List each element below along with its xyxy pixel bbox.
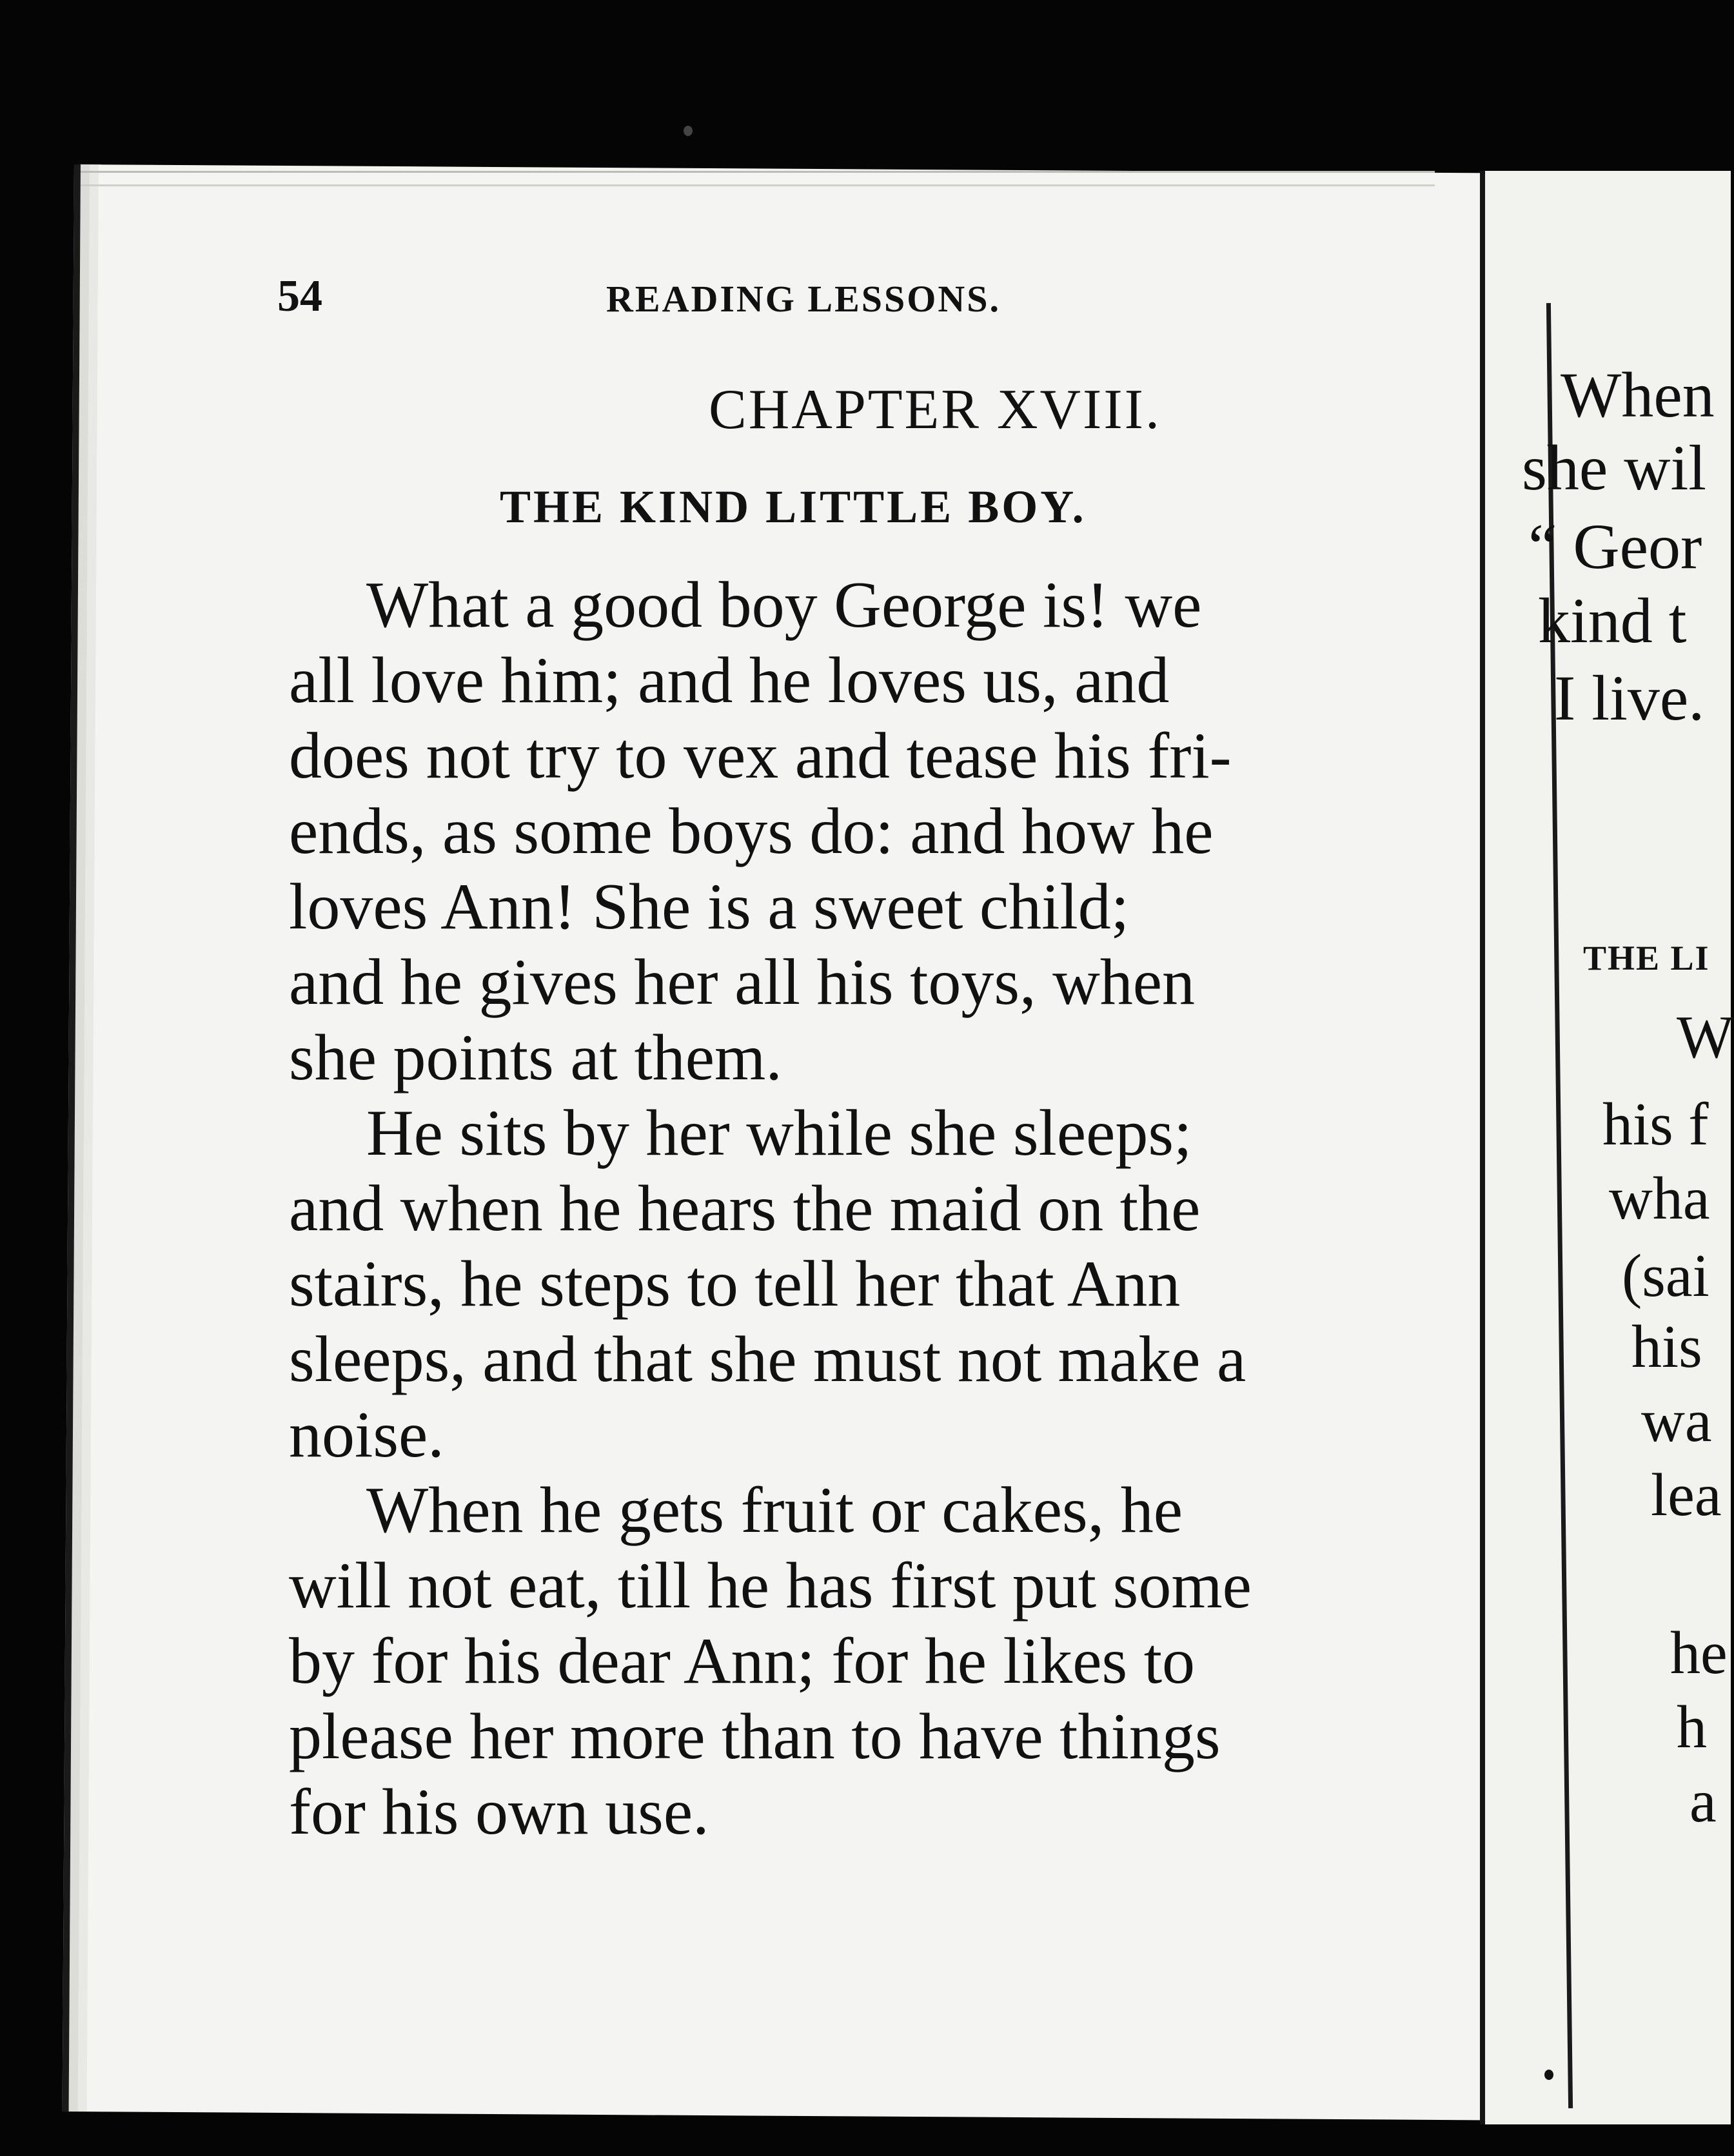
facing-section-head: THE LI <box>1583 939 1710 977</box>
page-header <box>277 271 1399 329</box>
text-line: loves Ann! She is a sweet child; <box>289 870 1130 943</box>
paragraph-1 <box>289 567 1417 1095</box>
facing-line: his <box>1631 1313 1702 1380</box>
facing-line: a <box>1690 1768 1717 1835</box>
facing-line: (sai <box>1622 1242 1709 1309</box>
text-line: He sits by her while she sleeps; <box>366 1097 1192 1170</box>
facing-line: h <box>1677 1694 1707 1761</box>
text-line: sleeps, and that she must not make a <box>289 1323 1246 1396</box>
text-line: please her more than to have things <box>289 1700 1221 1773</box>
text-line: and he gives her all his toys, when <box>289 946 1196 1019</box>
page-number: 54 <box>277 271 322 321</box>
facing-line: she wil <box>1522 432 1707 504</box>
chapter-title: THE KIND LITTLE BOY. <box>500 481 1087 533</box>
body-text <box>289 567 1417 1850</box>
facing-line: wha <box>1609 1165 1710 1232</box>
facing-line: he <box>1670 1620 1728 1687</box>
text-line: ends, as some boys do: and how he <box>289 795 1214 868</box>
chapter-heading-text: CHAPTER XVIII. <box>709 378 1161 441</box>
page-edge-stack <box>81 171 1435 186</box>
facing-line: I live. <box>1554 662 1705 734</box>
text-line: noise. <box>289 1398 444 1471</box>
running-head: READING LESSONS. <box>606 278 1001 320</box>
paragraph-2 <box>289 1095 1417 1473</box>
facing-line: his f <box>1602 1091 1709 1158</box>
text-line: all love him; and he loves us, and <box>289 644 1170 717</box>
facing-line: kind t <box>1538 585 1687 656</box>
text-line: she points at them. <box>289 1021 782 1094</box>
facing-line: W <box>1677 1004 1734 1071</box>
dust-speck <box>684 126 693 136</box>
text-line: stairs, he steps to tell her that Ann <box>289 1248 1181 1320</box>
chapter-heading <box>0 377 1722 442</box>
text-line: by for his dear Ann; for he likes to <box>289 1625 1196 1698</box>
facing-line: When <box>1561 359 1715 431</box>
text-line: and when he hears the maid on the <box>289 1172 1201 1245</box>
dust-speck <box>1544 2070 1553 2080</box>
text-line: for his own use. <box>289 1776 709 1848</box>
text-line: does not try to vex and tease his fri- <box>289 720 1232 792</box>
facing-line: lea <box>1651 1462 1722 1529</box>
text-line: When he gets fruit or cakes, he <box>366 1474 1183 1547</box>
paragraph-3 <box>289 1473 1417 1850</box>
text-line: What a good boy George is! we <box>366 569 1202 642</box>
facing-line: wa <box>1641 1387 1712 1455</box>
facing-line: “ Geor <box>1528 511 1702 582</box>
text-line: will not eat, till he has first put some <box>289 1549 1252 1622</box>
